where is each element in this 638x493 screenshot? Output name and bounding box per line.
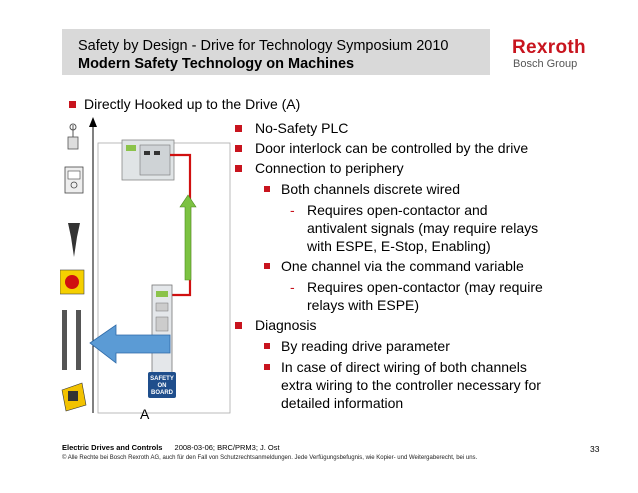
bullet-text: Diagnosis: [255, 317, 317, 333]
slide-title: Safety by Design - Drive for Technology Symposium 2010: [78, 38, 449, 54]
detail-text: with ESPE, E-Stop, Enabling): [307, 238, 491, 254]
bullet-text: No-Safety PLC: [255, 120, 349, 136]
footer-rights: © Alle Rechte bei Bosch Rexroth AG, auch für den Fall von Schutzrechtsanmeldungen. Jede Verfügungsbefugnis, wie Kopier- und Weitergaberecht, bei uns.: [62, 455, 478, 461]
slide-subtitle: Modern Safety Technology on Machines: [78, 56, 355, 72]
footer-org: Electric Drives and Controls: [62, 443, 163, 452]
dash-marker: -: [290, 279, 295, 295]
page-number: 33: [590, 444, 600, 454]
footer-meta: 2008-03-06; BRC/PRM3; J. Ost: [174, 443, 280, 452]
bullet-icon: [235, 165, 242, 172]
bullet-icon: [235, 322, 242, 329]
sub-bullet-icon: [264, 343, 270, 349]
badge-line1: SAFETY: [150, 376, 174, 382]
dash-marker: -: [290, 202, 295, 218]
command-arrow-up: [180, 195, 196, 280]
sub-bullet-text: By reading drive parameter: [281, 338, 450, 354]
bullet-text: Door interlock can be controlled by the drive: [255, 140, 529, 156]
sensor-switch-icon: [68, 124, 78, 149]
detail-text: Requires open-contactor and: [307, 202, 488, 218]
sub-bullet-text: detailed information: [281, 395, 404, 411]
sub-bullet-text: In case of direct wiring of both channels: [281, 359, 527, 375]
badge-line3: BOARD: [151, 390, 173, 396]
bullet-icon: [235, 125, 242, 132]
emergency-stop-icon: [60, 270, 84, 294]
detail-text: antivalent signals (may require relays: [307, 220, 539, 236]
drive-wiring-diagram: [60, 115, 235, 415]
bullet-text: Connection to periphery: [255, 160, 404, 176]
sub-bullet-icon: [264, 186, 270, 192]
detail-text: Requires open-contactor (may require: [307, 279, 543, 295]
drive-module: [152, 285, 172, 373]
sub-bullet-text: extra wiring to the controller necessary for: [281, 377, 541, 393]
bullet-icon: [69, 101, 76, 108]
light-curtain-icon: [62, 310, 81, 370]
sub-bullet-text: One channel via the command variable: [281, 258, 524, 274]
sub-bullet-icon: [264, 263, 270, 269]
logo-brand: Rexroth: [512, 37, 586, 58]
plc-module: [122, 140, 174, 180]
bullet-icon: [235, 145, 242, 152]
safety-on-board-badge: [148, 372, 176, 398]
door-interlock-icon: [65, 167, 83, 193]
axis-arrowhead: [89, 117, 97, 127]
enabling-switch-icon: [62, 383, 86, 411]
detail-text: relays with ESPE): [307, 297, 420, 313]
logo-group: Bosch Group: [513, 58, 578, 70]
main-bullet-text: Directly Hooked up to the Drive (A): [84, 96, 301, 112]
footer-info: [62, 443, 280, 452]
badge-line2: ON: [157, 383, 167, 389]
sub-bullet-text: Both channels discrete wired: [281, 181, 460, 197]
diagram-caption: A: [140, 406, 150, 422]
safety-key-icon: [68, 223, 80, 257]
sub-bullet-icon: [264, 364, 270, 370]
